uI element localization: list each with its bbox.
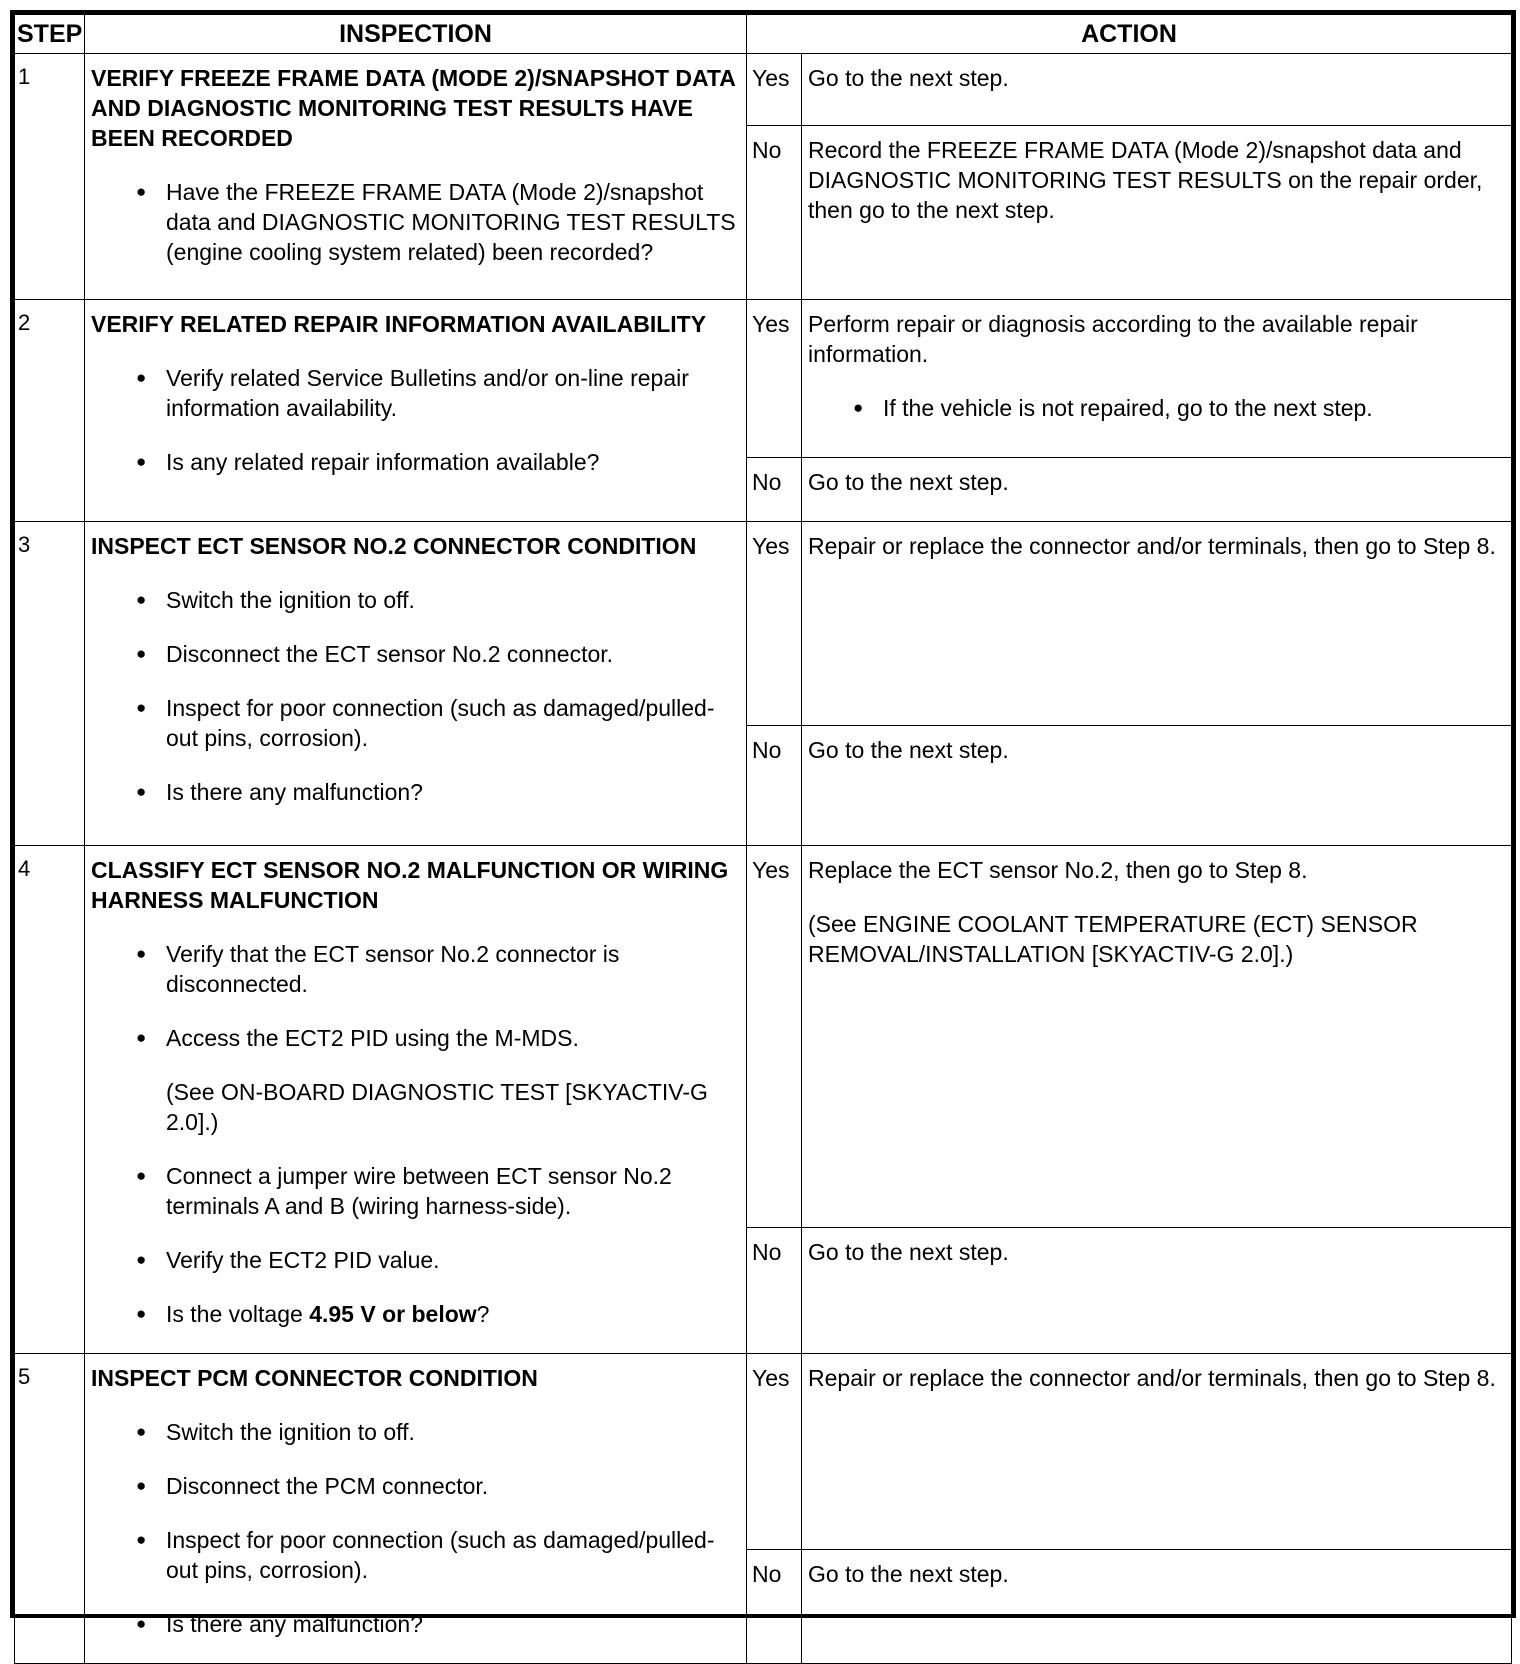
inspection-bullet: ● Verify the ECT2 PID value.	[136, 1247, 440, 1273]
bullet-icon: ●	[136, 644, 147, 663]
bullet-icon: ●	[136, 1530, 147, 1549]
inspection-cell	[85, 300, 747, 522]
no-action: Go to the next step.	[802, 726, 1512, 846]
bullet-icon: ●	[136, 1422, 147, 1441]
yes-label: Yes	[747, 1354, 802, 1550]
yes-label: Yes	[747, 300, 802, 458]
step-number: 3	[15, 522, 85, 846]
step-number: 2	[15, 300, 85, 522]
inspection-cell	[85, 1354, 747, 1664]
inspection-title: INSPECT ECT SENSOR NO.2 CONNECTOR CONDITION	[91, 533, 697, 559]
inspection-cell	[85, 846, 747, 1354]
step-number: 5	[15, 1354, 85, 1664]
yes-label: Yes	[747, 54, 802, 126]
yes-action: Repair or replace the connector and/or terminals, then go to Step 8.	[802, 1354, 1512, 1550]
inspection-title: VERIFY FREEZE FRAME DATA (MODE 2)/SNAPSHOT DATA AND DIAGNOSTIC MONITORING TEST RESULTS HAVE BEEN RECORDED	[91, 65, 736, 151]
yes-action: Perform repair or diagnosis according to the available repair information. ● If the vehicle is not repaired, go to the next step.	[802, 300, 1512, 458]
bullet-icon: ●	[136, 1166, 147, 1185]
yes-label: Yes	[747, 846, 802, 1228]
bullet-icon: ●	[136, 368, 147, 387]
inspection-bullet: ● Disconnect the PCM connector.	[136, 1473, 489, 1499]
inspection-cell	[85, 54, 747, 300]
no-label: No	[747, 1227, 802, 1353]
no-label: No	[747, 458, 802, 522]
table-header-row	[15, 15, 1512, 54]
yes-action: Replace the ECT sensor No.2, then go to Step 8. (See ENGINE COOLANT TEMPERATURE (ECT) SENSOR REMOVAL/INSTALLATION [SKYACTIV-G 2.0].)	[802, 846, 1512, 1228]
inspection-bullet: ● Switch the ignition to off.	[136, 587, 415, 613]
action-bullet: ● If the vehicle is not repaired, go to the next step.	[853, 395, 1373, 421]
yes-action: Repair or replace the connector and/or terminals, then go to Step 8.	[802, 522, 1512, 726]
inspection-bullet: ● Connect a jumper wire between ECT sensor No.2 terminals A and B (wiring harness-side).	[136, 1163, 672, 1219]
header-action: ACTION	[747, 15, 1512, 54]
table-row	[15, 54, 1512, 126]
bullet-icon: ●	[136, 1028, 147, 1047]
table-row	[15, 522, 1512, 726]
inspection-bullet: ● Inspect for poor connection (such as damaged/pulled-out pins, corrosion).	[136, 1527, 715, 1583]
bullet-icon: ●	[136, 182, 147, 201]
no-label: No	[747, 126, 802, 300]
inspection-title: CLASSIFY ECT SENSOR NO.2 MALFUNCTION OR WIRING HARNESS MALFUNCTION	[91, 857, 729, 913]
bullet-icon: ●	[136, 782, 147, 801]
inspection-bullet: ● Inspect for poor connection (such as damaged/pulled-out pins, corrosion).	[136, 695, 715, 751]
bullet-icon: ●	[136, 1476, 147, 1495]
inspection-bullet: ● Switch the ignition to off.	[136, 1419, 415, 1445]
yes-action: Go to the next step.	[802, 54, 1512, 126]
bullet-icon: ●	[136, 944, 147, 963]
bullet-icon: ●	[136, 1614, 147, 1633]
step-number: 1	[15, 54, 85, 300]
no-action: Record the FREEZE FRAME DATA (Mode 2)/snapshot data and DIAGNOSTIC MONITORING TEST RESULTS on the repair order, then go to the next step.	[802, 126, 1512, 300]
inspection-title: VERIFY RELATED REPAIR INFORMATION AVAILABILITY	[91, 311, 707, 337]
header-step: STEP	[15, 15, 85, 54]
bullet-icon: ●	[853, 398, 864, 417]
inspection-bullet: ● Have the FREEZE FRAME DATA (Mode 2)/snapshot data and DIAGNOSTIC MONITORING TEST RESULTS (engine cooling system related) been recorded?	[136, 179, 736, 265]
table-row	[15, 300, 1512, 458]
inspection-bullet: ● Verify that the ECT sensor No.2 connector is disconnected.	[136, 941, 620, 997]
bullet-icon: ●	[136, 452, 147, 471]
bullet-icon: ●	[136, 698, 147, 717]
header-inspection: INSPECTION	[85, 15, 747, 54]
inspection-bullet: ● Verify related Service Bulletins and/or on-line repair information availability.	[136, 365, 689, 421]
inspection-table	[14, 14, 1512, 1664]
yes-label: Yes	[747, 522, 802, 726]
inspection-bullet: ● Is the voltage 4.95 V or below?	[136, 1301, 490, 1327]
inspection-bullet: ● Disconnect the ECT sensor No.2 connector.	[136, 641, 614, 667]
bullet-icon: ●	[136, 590, 147, 609]
step-number: 4	[15, 846, 85, 1354]
no-action: Go to the next step.	[802, 1549, 1512, 1663]
no-label: No	[747, 1549, 802, 1663]
inspection-bullet: ● Is there any malfunction?	[136, 1611, 423, 1637]
bullet-icon: ●	[136, 1304, 147, 1323]
no-action: Go to the next step.	[802, 1227, 1512, 1353]
inspection-bullet: ● Access the ECT2 PID using the M-MDS.	[136, 1025, 579, 1051]
table-row	[15, 846, 1512, 1228]
inspection-bullet: ● Is there any malfunction?	[136, 779, 423, 805]
no-action: Go to the next step.	[802, 458, 1512, 522]
action-note: (See ENGINE COOLANT TEMPERATURE (ECT) SENSOR REMOVAL/INSTALLATION [SKYACTIV-G 2.0].)	[808, 911, 1418, 967]
inspection-title: INSPECT PCM CONNECTOR CONDITION	[91, 1365, 538, 1391]
inspection-cell	[85, 522, 747, 846]
inspection-bullet: ● Is any related repair information available?	[136, 449, 600, 475]
table-row	[15, 1354, 1512, 1550]
bullet-icon: ●	[136, 1250, 147, 1269]
inspection-note: (See ON-BOARD DIAGNOSTIC TEST [SKYACTIV-G 2.0].)	[166, 1079, 708, 1135]
no-label: No	[747, 726, 802, 846]
diagnostic-procedure-table	[10, 10, 1516, 1637]
